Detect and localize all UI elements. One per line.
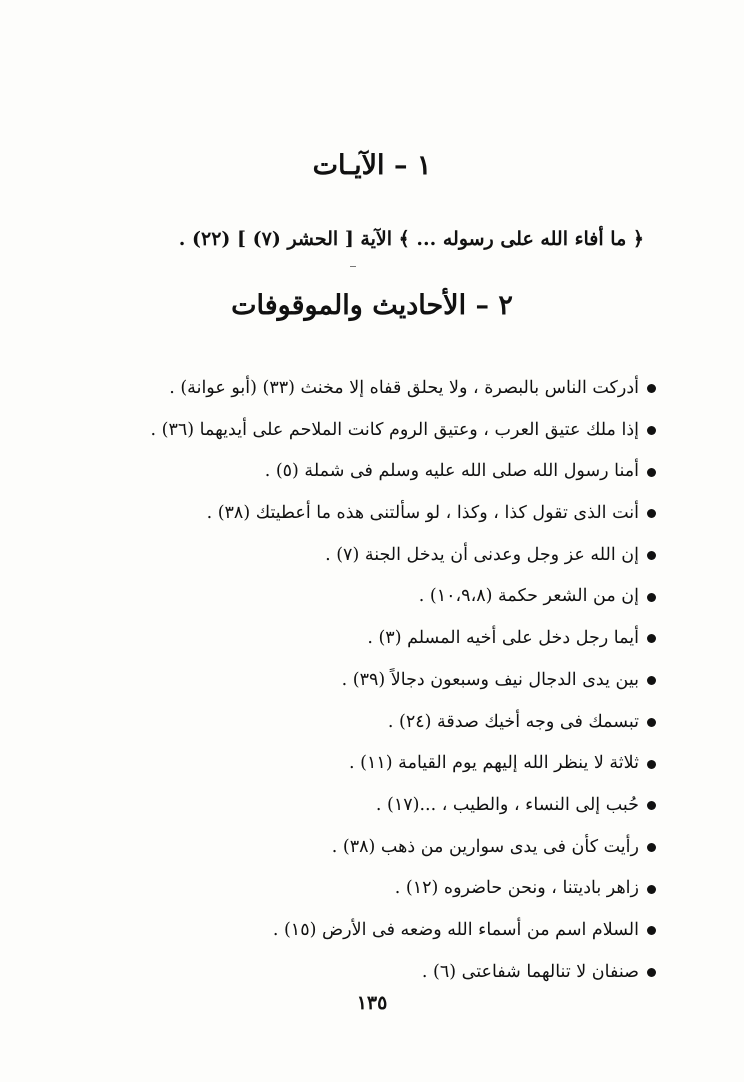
bullet-icon [647, 634, 656, 643]
list-item-text: ثلاثة لا ينظر الله إليهم يوم القيامة (١١) . [349, 753, 639, 774]
list-item-text: زاهر باديتنا ، ونحن حاضروه (١٢) . [394, 878, 639, 899]
list-item [151, 618, 656, 660]
list-item [151, 660, 656, 702]
list-item [151, 952, 656, 994]
bullet-icon [647, 843, 656, 852]
section-heading-verses: ١ – الآيـات [312, 150, 432, 181]
list-item [151, 785, 656, 827]
bullet-icon [647, 676, 656, 685]
list-item-text: إذا ملك عتيق العرب ، وعتيق الروم كانت الملاحم على أيديهما (٣٦) . [150, 419, 639, 440]
bullet-icon [647, 968, 656, 977]
list-item [151, 535, 656, 577]
list-item [151, 410, 656, 452]
list-item-text: بين يدى الدجال نيف وسبعون دجالاً (٣٩) . [341, 669, 639, 690]
list-item [151, 493, 656, 535]
bullet-icon [647, 509, 656, 518]
list-item [151, 368, 656, 410]
list-item-text: إن الله عز وجل وعدنى أن يدخل الجنة (٧) . [325, 544, 639, 565]
list-item-text: أمنا رسول الله صلى الله عليه وسلم فى شملة (٥) . [264, 461, 639, 482]
bullet-icon [647, 718, 656, 727]
list-item-text: أيما رجل دخل على أخيه المسلم (٣) . [367, 628, 639, 649]
bullet-icon [647, 384, 656, 393]
print-speck [350, 266, 356, 267]
bullet-icon [647, 426, 656, 435]
list-item [151, 910, 656, 952]
bullet-icon [647, 885, 656, 894]
hadith-list [151, 368, 656, 993]
list-item [151, 702, 656, 744]
bullet-icon [647, 801, 656, 810]
list-item-text: حُبب إلى النساء ، والطيب ، ...(١٧) . [375, 794, 639, 815]
list-item-text: أنت الذى تقول كذا ، وكذا ، لو سألتنى هذه ما أعطيتك (٣٨) . [206, 503, 639, 524]
bullet-icon [647, 468, 656, 477]
list-item-text: أدركت الناس بالبصرة ، ولا يحلق قفاه إلا مخنث (٣٣) (أبو عوانة) . [169, 378, 639, 398]
quran-verse-entry: ﴿ ما أفاء الله على رسوله ... ﴾ الآية [ الحشر (٧) ] (٢٢) . [178, 228, 644, 250]
bullet-icon [647, 593, 656, 602]
section-heading-hadiths: ٢ – الأحاديث والموقوفات [231, 290, 513, 321]
list-item [151, 451, 656, 493]
page-number: ١٣٥ [356, 992, 388, 1014]
list-item-text: إن من الشعر حكمة (١٠،٩،٨) . [418, 586, 639, 607]
bullet-icon [647, 926, 656, 935]
list-item [151, 576, 656, 618]
list-item [151, 743, 656, 785]
list-item-text: رأيت كأن فى يدى سوارين من ذهب (٣٨) . [331, 836, 639, 857]
list-item-text: صنفان لا تنالهما شفاعتى (٦) . [421, 961, 639, 982]
list-item [151, 827, 656, 869]
list-item-text: السلام اسم من أسماء الله وضعه فى الأرض (١٥) . [272, 919, 639, 940]
list-item-text: تبسمك فى وجه أخيك صدقة (٢٤) . [387, 711, 639, 732]
bullet-icon [647, 551, 656, 560]
bullet-icon [647, 760, 656, 769]
list-item [151, 868, 656, 910]
